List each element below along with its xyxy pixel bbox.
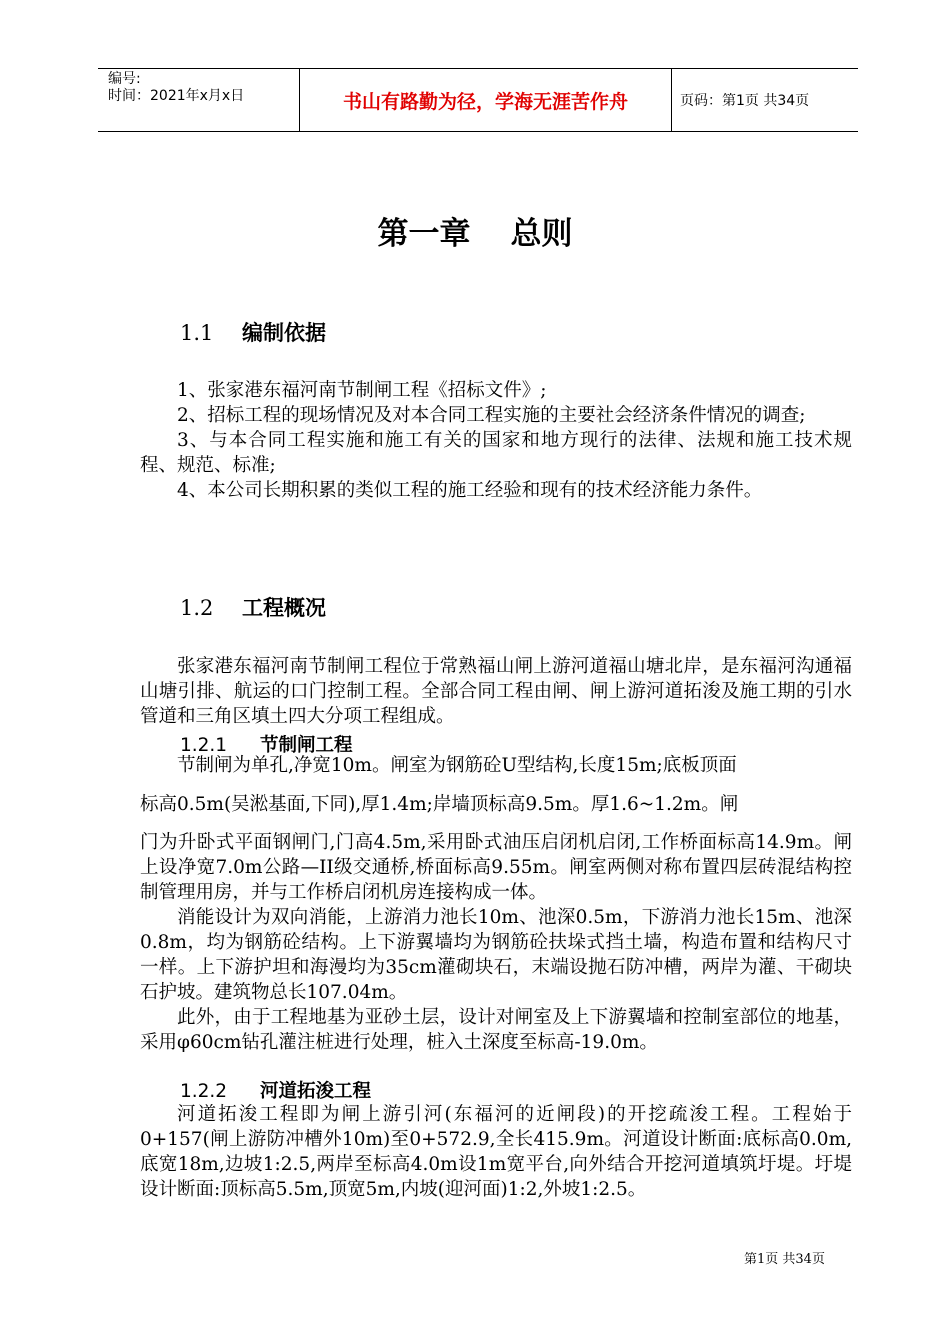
section-heading-1-2 [180, 592, 326, 622]
sluice-paragraph-1b [140, 792, 852, 817]
chapter-name: 总则 [510, 216, 573, 252]
paragraph: 河道拓浚工程即为闸上游引河(东福河的近闸段)的开挖疏浚工程。工程始于0+157(闸上游防冲槽外10m)至0+572.9,全长415.9m。河道设计断面:底标高0.0m,底宽18m,边坡1:2.5,两岸至标高4.0m设1m宽平台,向外结合开挖河道填筑圩堤。圩堤设计断面:顶标高5.5m,顶宽5m,内坡(迎河面)1:2,外坡1:2.5。 [140, 1104, 852, 1200]
paragraph: 消能设计为双向消能，上游消力池长10m、池深0.5m，下游消力池长15m、池深0.8m，均为钢筋砼结构。上下游翼墙均为钢筋砼扶垛式挡土墙，构造布置和结构尺寸一样。上下游护坦和海漫均为35cm灌砌块石，末端设抛石防冲槽，两岸为灌、干砌块石护坡。建筑物总长107.04m。 [140, 907, 852, 1003]
river-paragraph [140, 1102, 852, 1202]
chapter-title [0, 208, 950, 253]
code-label: 编号: [108, 71, 141, 87]
paragraph: 门为升卧式平面钢闸门,门高4.5m,采用卧式油压启闭机启闭,工作桥面标高14.9m。闸上设净宽7.0m公路—II级交通桥,桥面标高9.55m。闸室两侧对称布置四层砖混结构控制管理用房，并与工作桥启闭机房连接构成一体。 [140, 832, 852, 903]
paragraph: 此外，由于工程地基为亚砂土层，设计对闸室及上下游翼墙和控制室部位的地基，采用φ60cm钻孔灌注桩进行处理，桩入土深度至标高-19.0m。 [140, 1007, 852, 1053]
page-footer: 第1页 共34页 [744, 1252, 825, 1267]
header-meta [98, 69, 300, 131]
paragraph: 张家港东福河南节制闸工程位于常熟福山闸上游河道福山塘北岸，是东福河沟通福山塘引排、航运的口门控制工程。全部合同工程由闸、闸上游河道拓浚及施工期的引水管道和三角区填土四大分项工程组成。 [140, 656, 852, 727]
section-title: 编制依据 [242, 321, 326, 345]
subsection-title: 河道拓浚工程 [260, 1081, 372, 1102]
time-label: 时间：2021年x月x日 [108, 88, 245, 104]
header-page-info: 页码：第1页 共34页 [680, 93, 810, 109]
paragraph: 节制闸为单孔,净宽10m。闸室为钢筋砼U型结构,长度15m;底板顶面 [177, 755, 737, 776]
chapter-number: 第一章 [377, 216, 471, 252]
header-motto: 书山有路勤为径，学海无涯苦作舟 [300, 69, 672, 131]
section-title: 工程概况 [242, 596, 326, 620]
list-item: 3、与本合同工程实施和施工有关的国家和地方现行的法律、法规和施工技术规程、规范、标准; [140, 430, 852, 476]
subsection-number: 1.2.2 [180, 1081, 228, 1102]
sluice-paragraph-3 [140, 1005, 852, 1055]
basis-list [140, 378, 852, 503]
list-item: 1、张家港东福河南节制闸工程《招标文件》; [177, 380, 547, 401]
subsection-title: 节制闸工程 [260, 735, 353, 756]
list-item: 2、招标工程的现场情况及对本合同工程实施的主要社会经济条件情况的调查; [177, 405, 806, 426]
sluice-paragraph-1c [140, 830, 852, 905]
section-number: 1.2 [180, 596, 214, 620]
section-number: 1.1 [180, 321, 214, 345]
subsection-heading-1-2-2 [180, 1077, 371, 1103]
sluice-paragraph-1a [140, 753, 852, 778]
list-item: 4、本公司长期积累的类似工程的施工经验和现有的技术经济能力条件。 [177, 480, 763, 501]
paragraph: 标高0.5m(吴淞基面,下同),厚1.4m;岸墙顶标高9.5m。厚1.6~1.2m。闸 [140, 794, 739, 815]
page-header [98, 68, 858, 132]
section-heading-1-1 [180, 317, 326, 347]
overview-paragraph [140, 654, 852, 729]
subsection-number: 1.2.1 [180, 735, 228, 756]
sluice-paragraph-2 [140, 905, 852, 1005]
